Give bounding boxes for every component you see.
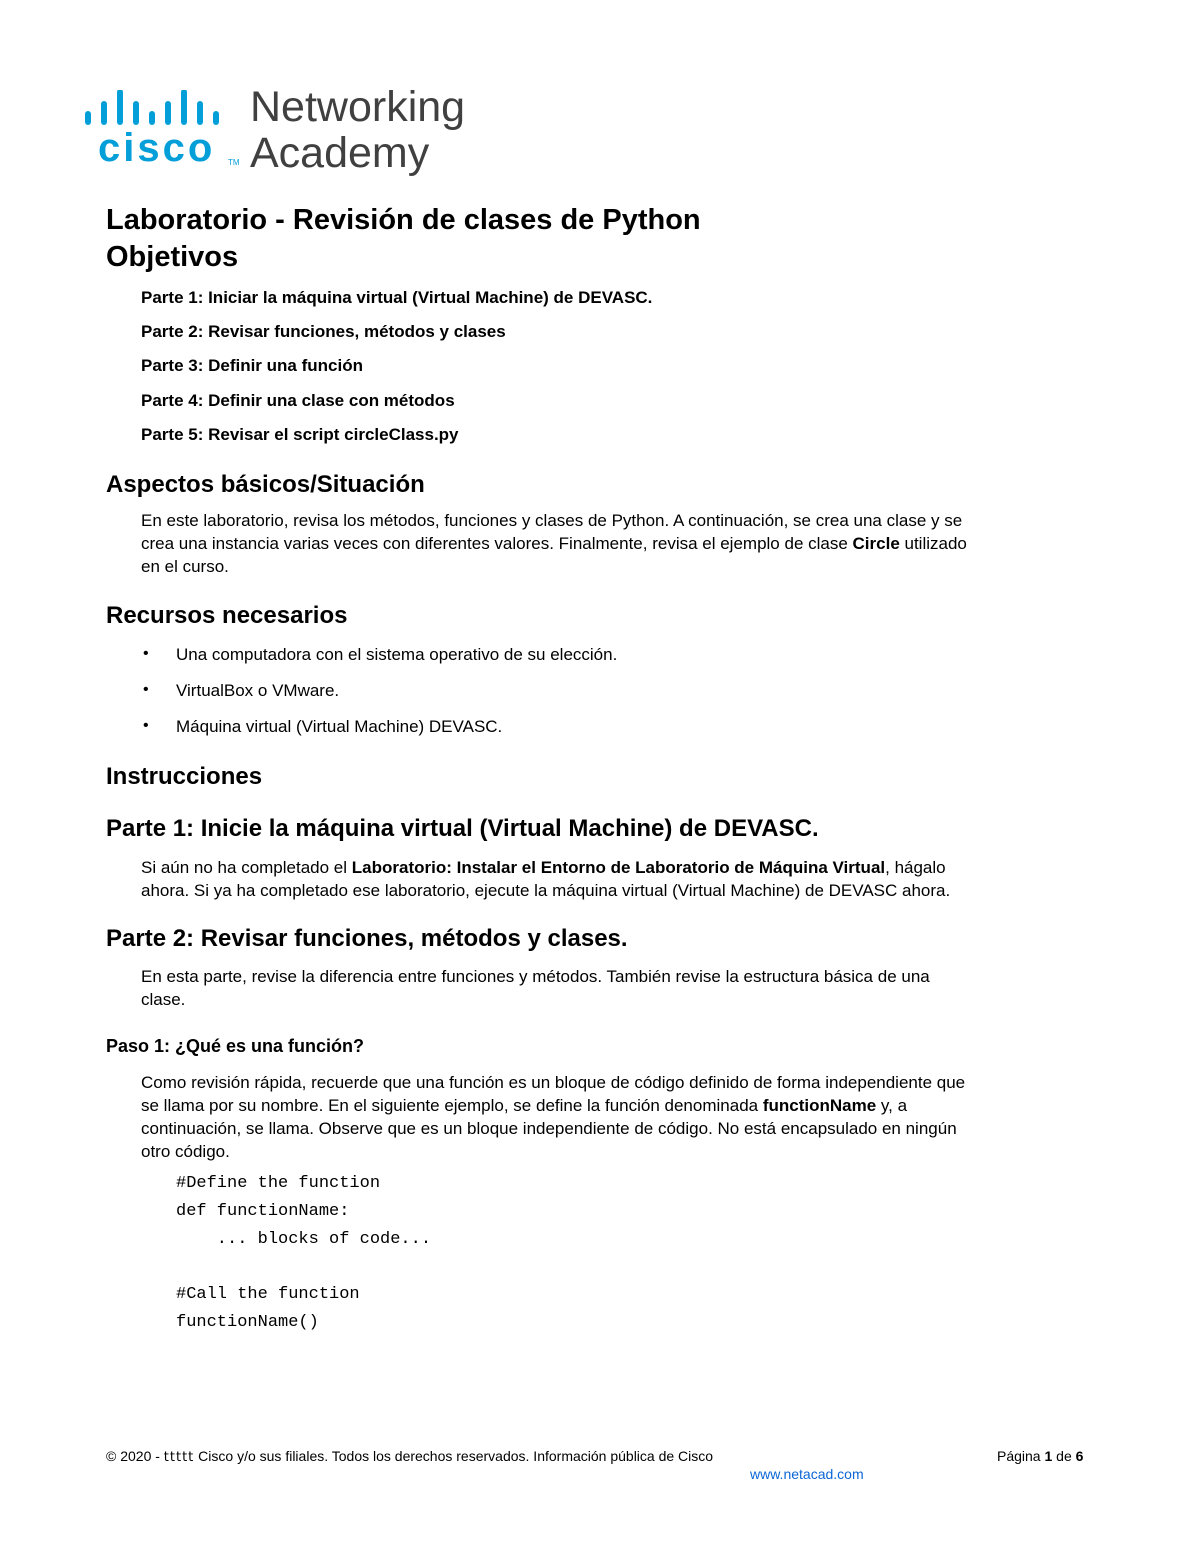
part1-heading: Parte 1: Inicie la máquina virtual (Virtual Machine) de DEVASC.	[106, 815, 819, 842]
part1-paragraph	[141, 856, 950, 902]
cisco-networking-academy-logo	[84, 83, 484, 181]
resource-item: Máquina virtual (Virtual Machine) DEVASC.	[176, 717, 503, 736]
resource-item: Una computadora con el sistema operativo de su elección.	[176, 645, 618, 664]
part2-paragraph	[141, 965, 930, 1011]
logo-networking: Networking	[250, 83, 466, 131]
bullet-icon: •	[143, 681, 149, 698]
background-paragraph	[141, 509, 967, 578]
instructions-heading: Instrucciones	[106, 763, 263, 790]
logo-academy: Academy	[250, 129, 430, 177]
function-name-term: functionName	[762, 1096, 877, 1115]
objective-item: Parte 3: Definir una función	[141, 356, 363, 375]
objective-item: Parte 5: Revisar el script circleClass.py	[141, 425, 459, 444]
bullet-icon: •	[143, 645, 149, 662]
paragraph-line: clase.	[141, 990, 186, 1009]
paragraph-line: En este laboratorio, revisa los métodos, funciones y clases de Python. A continuación, se crea una clase y se	[141, 511, 963, 530]
paragraph-line: Si aún no ha completado el Laboratorio: Instalar el Entorno de Laboratorio de Máquina Virtual, hágalo	[141, 858, 946, 877]
paragraph-line: en el curso.	[141, 557, 229, 576]
paragraph-line: Como revisión rápida, recuerde que una función es un bloque de código definido de forma independiente que	[141, 1073, 966, 1092]
paragraph-line: otro código.	[141, 1142, 230, 1161]
step1-heading: Paso 1: ¿Qué es una función?	[106, 1036, 365, 1056]
circle-class-name: Circle	[852, 534, 900, 553]
step1-paragraph	[141, 1071, 965, 1163]
paragraph-line: continuación, se llama. Observe que es un bloque independiente de código. No está encapsulado en ningún	[141, 1119, 957, 1138]
code-line: functionName()	[176, 1313, 319, 1332]
part2-heading: Parte 2: Revisar funciones, métodos y clases.	[106, 925, 628, 952]
cisco-bars-icon	[84, 90, 224, 130]
paragraph-line: crea una instancia varias veces con diferentes valores. Finalmente, revisa el ejemplo de clase Circle utilizado	[141, 534, 967, 553]
objectives-heading: Objetivos	[106, 241, 239, 273]
objective-item: Parte 2: Revisar funciones, métodos y clases	[141, 322, 506, 341]
cisco-mark-icon: ttttt	[163, 1450, 195, 1465]
footer-page-number: Página 1 de 6	[997, 1448, 1084, 1464]
paragraph-line: En esta parte, revise la diferencia entre funciones y métodos. También revise la estructura básica de una	[141, 967, 930, 986]
lab-reference: Laboratorio: Instalar el Entorno de Laboratorio de Máquina Virtual	[351, 858, 886, 877]
code-line: def functionName:	[176, 1202, 350, 1221]
footer-copyright: © 2020 - ttttt Cisco y/o sus filiales. Todos los derechos reservados. Información pública de Cisco	[106, 1448, 714, 1465]
objective-item: Parte 4: Definir una clase con métodos	[141, 391, 455, 410]
paragraph-line: ahora. Si ya ha completado ese laboratorio, ejecute la máquina virtual (Virtual Machine) de DEVASC ahora.	[141, 881, 951, 900]
footer-website-link[interactable]: www.netacad.com	[750, 1466, 864, 1482]
code-line: #Call the function	[176, 1285, 360, 1304]
logo-trademark: TM	[228, 158, 240, 167]
logo-cisco-wordmark: cisco	[98, 126, 216, 170]
objective-item: Parte 1: Iniciar la máquina virtual (Virtual Machine) de DEVASC.	[141, 288, 653, 307]
background-heading: Aspectos básicos/Situación	[106, 471, 425, 498]
resource-item: VirtualBox o VMware.	[176, 681, 340, 700]
paragraph-line: se llama por su nombre. En el siguiente ejemplo, se define la función denominada functionName y, a	[141, 1096, 908, 1115]
page-title: Laboratorio - Revisión de clases de Python	[106, 204, 701, 236]
code-line: ... blocks of code...	[176, 1230, 432, 1249]
code-line: #Define the function	[176, 1174, 381, 1193]
resources-heading: Recursos necesarios	[106, 602, 348, 629]
bullet-icon: •	[143, 717, 149, 734]
